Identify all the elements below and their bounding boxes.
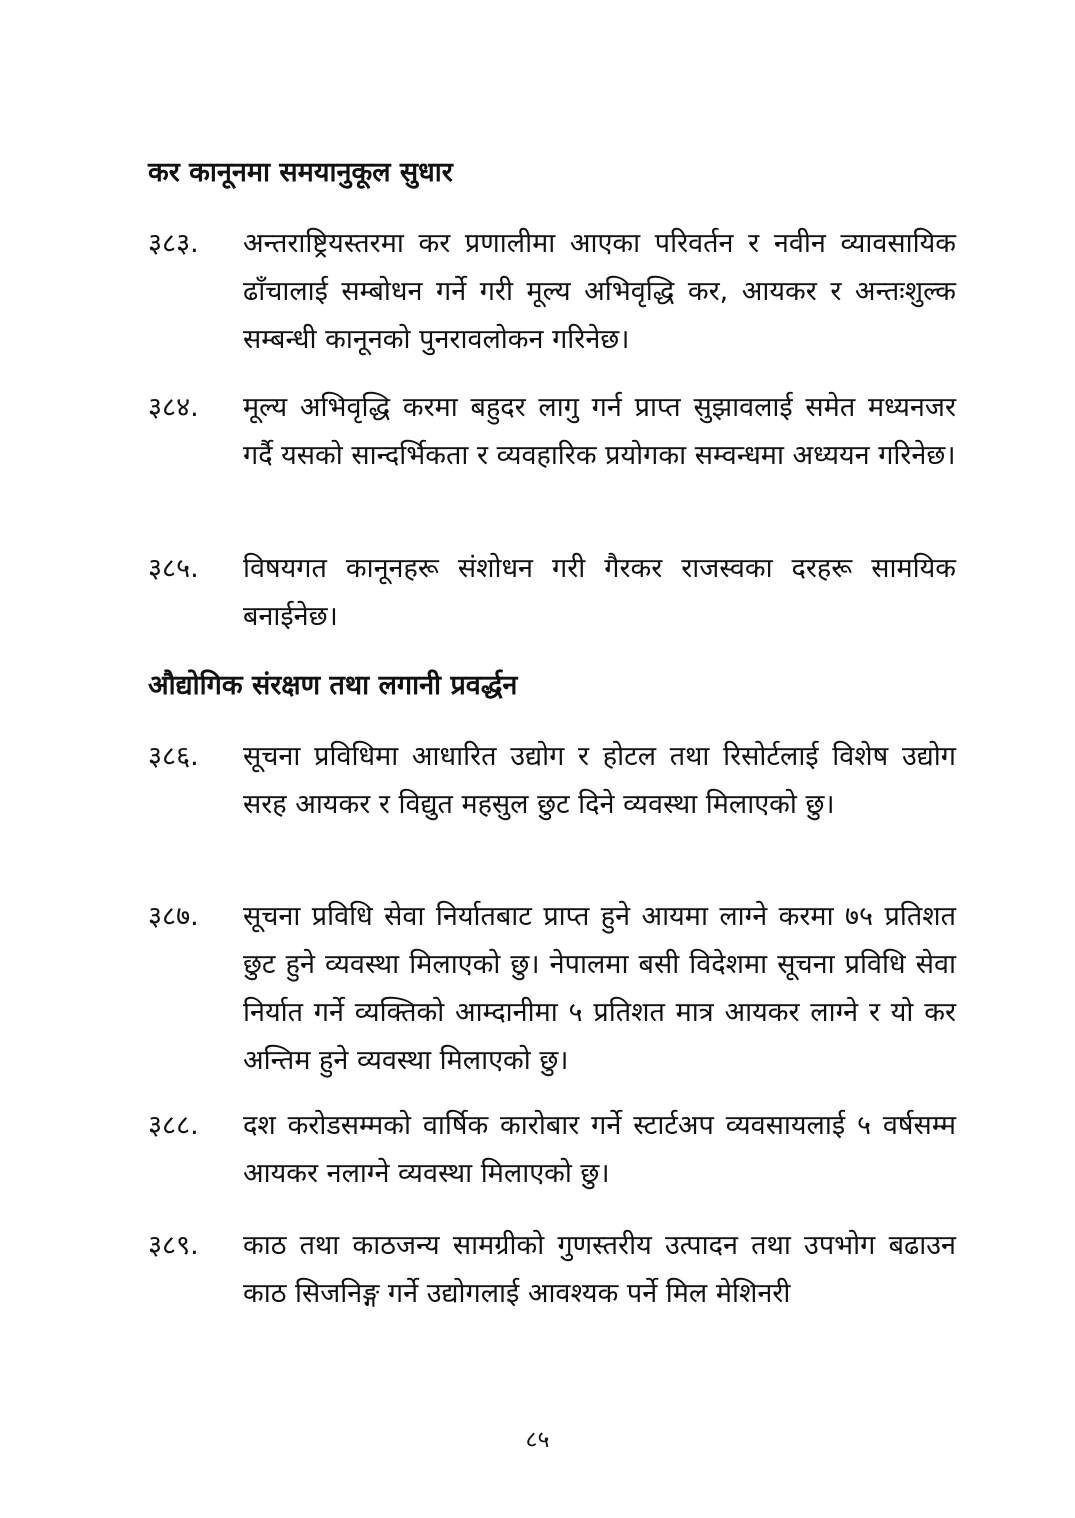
paragraph-387 — [148, 893, 956, 1085]
paragraph-text: मूल्य अभिवृद्धि करमा बहुदर लागु गर्न प्राप्त सुझावलाई समेत मध्यनजर गर्दै यसको सान्दर्भिकता र व्यवहारिक प्रयोगका सम्वन्धमा अध्ययन गरिनेछ। — [243, 392, 956, 471]
paragraph-text: सूचना प्रविधिमा आधारित उद्योग र होटल तथा रिसोर्टलाई विशेष उद्योग सरह आयकर र विद्युत महसुल छुट दिने व्यवस्था मिलाएको छु। — [243, 741, 956, 820]
section-heading: औद्योगिक संरक्षण तथा लगानी प्रवर्द्धन — [148, 670, 518, 701]
paragraph-386 — [148, 733, 956, 829]
paragraph-number: ३८५. — [148, 553, 199, 584]
paragraph-number: ३८४. — [148, 392, 199, 423]
paragraph-text: दश करोडसम्मको वार्षिक कारोबार गर्ने स्टार्टअप व्यवसायलाई ५ वर्षसम्म आयकर नलाग्ने व्यवस्था मिलाएको छु। — [243, 1110, 956, 1189]
paragraph-number: ३८७. — [148, 901, 199, 932]
paragraph-number: ३८८. — [148, 1110, 199, 1141]
paragraph-text: विषयगत कानूनहरू संशोधन गरी गैरकर राजस्वका दरहरू सामयिक बनाईनेछ। — [243, 553, 956, 632]
paragraph-385 — [148, 545, 956, 641]
paragraph-388 — [148, 1102, 956, 1198]
paragraph-389 — [148, 1222, 956, 1318]
paragraph-text: काठ तथा काठजन्य सामग्रीको गुणस्तरीय उत्पादन तथा उपभोग बढाउन काठ सिजनिङ्ग गर्ने उद्योगलाई आवश्यक पर्ने मिल मेशिनरी — [243, 1230, 956, 1309]
paragraph-text: सूचना प्रविधि सेवा निर्यातबाट प्राप्त हुने आयमा लाग्ने करमा ७५ प्रतिशत छुट हुने व्यवस्था मिलाएको छु। नेपालमा बसी विदेशमा सूचना प्रविधि सेवा निर्यात गर्ने व्यक्तिको आम्दानीमा ५ प्रतिशत मात्र आयकर लाग्ने र यो कर अन्तिम हुने व्यवस्था मिलाएको छु। — [243, 901, 956, 1076]
paragraph-384 — [148, 384, 956, 480]
paragraph-number: ३८३. — [148, 228, 199, 259]
paragraph-383 — [148, 220, 956, 364]
section-heading: कर कानूनमा समयानुकूल सुधार — [148, 157, 453, 188]
paragraph-number: ३८९. — [148, 1230, 199, 1261]
paragraph-number: ३८६. — [148, 741, 199, 772]
page-number: ८५ — [525, 1427, 550, 1453]
paragraph-text: अन्तराष्ट्रियस्तरमा कर प्रणालीमा आएका परिवर्तन र नवीन व्यावसायिक ढाँचालाई सम्बोधन गर्ने गरी मूल्य अभिवृद्धि कर, आयकर र अन्तःशुल्क सम्बन्धी कानूनको पुनरावलोकन गरिनेछ। — [243, 228, 956, 355]
